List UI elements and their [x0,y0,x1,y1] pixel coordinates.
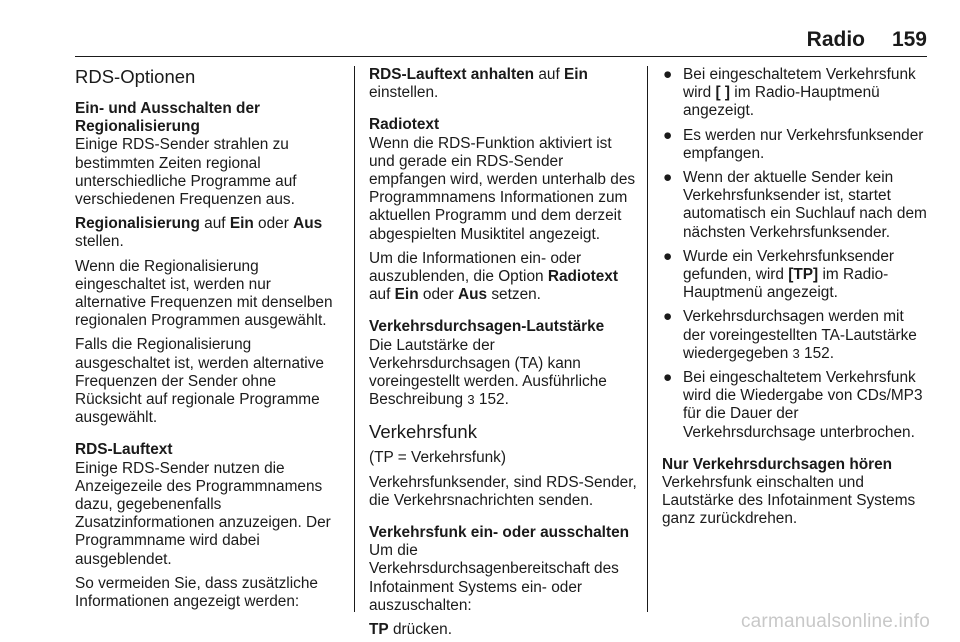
bullet-icon: ● [663,126,673,144]
radiotext-text-2: Um die Informationen ein- oder auszublenden, die Option Radiotext auf Ein oder Aus setzen. [369,249,618,304]
traffic-volume-text: Die Lautstärke der Verkehrsdurchsagen (TA) kann voreingestellt werden. Ausführliche Beschreibung 3 152. [369,336,607,409]
list-item: ● Bei eingeschaltetem Verkehrsfunk wird [ ] im Radio-Hauptmenü angezeigt. [663,66,916,120]
list-item: ● Bei eingeschaltetem Verkehrsfunk wird die Wiedergabe von CDs/MP3 für die Dauer der Verkehrsdurchsage unterbrochen. [663,369,923,441]
list-item: ● Verkehrsdurchsagen werden mit der voreingestellten TA-Lautstärke wiedergegeben 3 152. [663,308,917,362]
traffic-onoff-text-1: Um die Verkehrsdurchsagenbereitschaft des Infotainment Systems ein- oder auszuschalten: [369,542,619,614]
traffic-volume-heading: Verkehrsdurchsagen-Lautstärke [369,318,605,336]
regionalization-text-4: Falls die Regionalisierung ausgeschaltet ist, werden alternative Frequenzen der Sender ohne Rücksicht auf regionale Programme ausgewählt. [75,336,324,427]
watermark: carmanualsonline.info [740,611,930,632]
rds-options-title: RDS-Optionen [75,66,196,87]
page-ref-icon: 3 [792,345,800,361]
header-divider [75,56,927,57]
traffic-only-text: Verkehrsfunk einschalten und Lautstärke des Infotainment Systems ganz zurückdrehen. [662,474,916,528]
bullet-icon: ● [663,66,673,83]
bullet-icon: ● [663,169,673,187]
list-item: ● Wurde ein Verkehrsfunksender gefunden, wird [TP] im Radio-Hauptmenü angezeigt. [663,247,895,302]
page-header [75,28,927,54]
bullet-icon: ● [663,247,673,265]
column-2 [369,66,639,642]
radiotext-text-1: Wenn die RDS-Funktion aktiviert ist und gerade ein RDS-Sender empfangen wird, werden unterhalb des Programmnamens Informationen zum aktuellen Programm und dem derzeit abgespielten Musiktitel angezeigt. [369,134,636,243]
radiotext-heading: Radiotext [369,116,440,134]
page-ref-link[interactable]: 152. [478,391,509,409]
regionalization-text-3: Wenn die Regionalisierung eingeschaltet ist, werden nur alternative Frequenzen mit denselben regionalen Programmen ausgewählt. [75,257,333,330]
list-item: ● Wenn der aktuelle Sender kein Verkehrsfunksender ist, startet automatisch ein Suchlauf nach dem nächsten Verkehrsfunksender. [663,169,927,241]
traffic-onoff-heading: Verkehrsfunk ein- oder ausschalten [369,524,630,542]
section-title: Radio [806,28,865,51]
column-3 [662,66,928,535]
regionalization-text-2: Regionalisierung auf Ein oder Aus stellen. [75,215,323,251]
list-item: ● Es werden nur Verkehrsfunksender empfangen. [663,126,924,162]
rds-scrolltext-heading: RDS-Lauftext [75,441,173,459]
bullet-icon: ● [663,308,673,326]
column-1 [75,66,345,617]
column-divider-1 [354,66,355,612]
traffic-radio-text-2: Verkehrsfunksender, sind RDS-Sender, die Verkehrsnachrichten senden. [369,473,637,509]
bullet-icon: ● [663,369,673,387]
page-ref-link[interactable]: 152. [804,344,835,362]
traffic-onoff-text-2: TP drücken. [369,621,452,639]
traffic-radio-text-1: (TP = Verkehrsfunk) [369,449,507,467]
page-ref-icon: 3 [467,392,475,408]
column-divider-2 [647,66,648,612]
scrolltext-stop-text: RDS-Lauftext anhalten auf Ein einstellen. [369,66,588,102]
traffic-only-heading: Nur Verkehrsdurchsagen hören [662,455,893,473]
regionalization-text-1: Einige RDS-Sender strahlen zu bestimmten Zeiten regional unterschiedliche Programme auf verschiedenen Frequenzen aus. [75,136,297,209]
traffic-radio-title: Verkehrsfunk [369,421,477,443]
rds-scrolltext-text-1: Einige RDS-Sender nutzen die Anzeigezeile des Programmnamens dazu, gegebenenfalls Zusatzinformationen anzuzeigen. Der Programmname wird dabei ausgeblendet. [75,459,331,568]
regionalization-heading: Ein- und Ausschalten der Regionalisierung [75,100,260,136]
page-number: 159 [891,28,927,51]
rds-scrolltext-text-2: So vermeiden Sie, dass zusätzliche Informationen angezeigt werden: [75,574,318,611]
